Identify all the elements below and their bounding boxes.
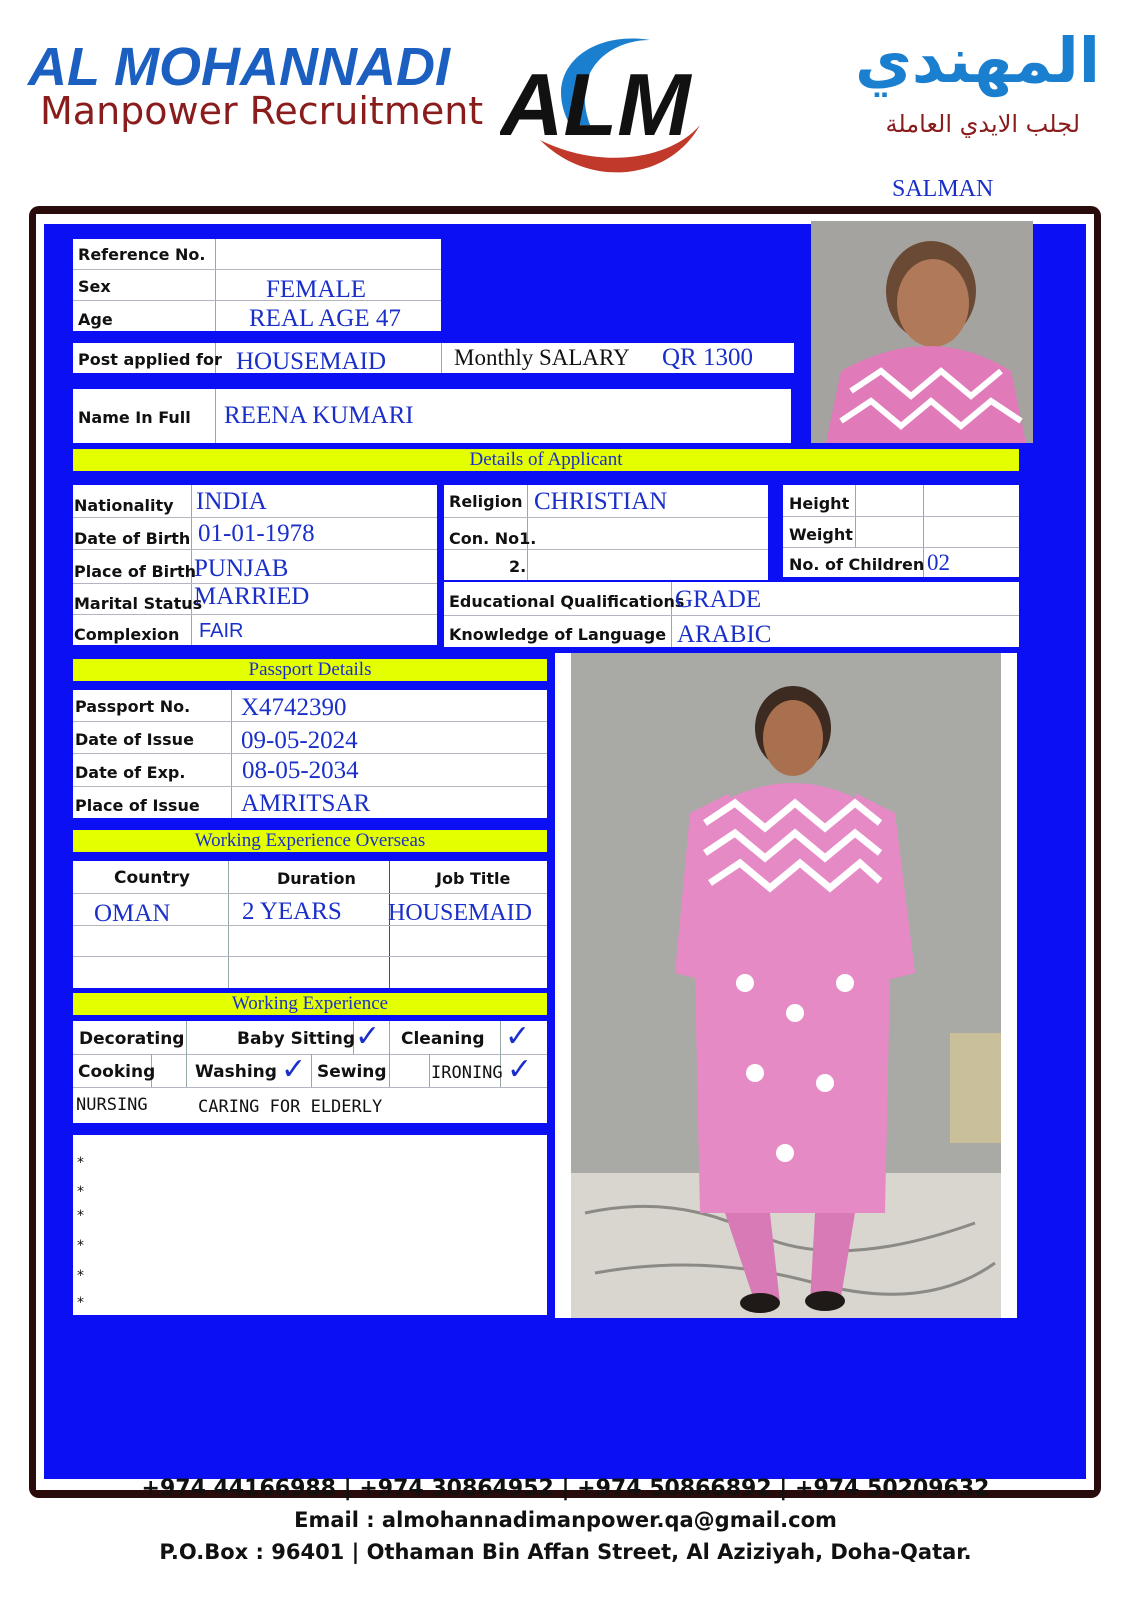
divider bbox=[783, 547, 1019, 548]
language-label: Knowledge of Language bbox=[449, 625, 667, 644]
marital-label: Marital Status bbox=[74, 594, 203, 613]
divider bbox=[215, 389, 216, 443]
full-body-photo-frame bbox=[555, 653, 1017, 1318]
ironing-check-icon: ✓ bbox=[507, 1052, 533, 1087]
nationality-label: Nationality bbox=[74, 496, 174, 515]
portrait-illustration bbox=[811, 221, 1033, 443]
skill-cooking: Cooking bbox=[78, 1062, 156, 1082]
skill-caring-elderly: CARING FOR ELDERLY bbox=[198, 1097, 383, 1117]
con2-label: 2. bbox=[509, 557, 527, 576]
divider bbox=[73, 786, 547, 787]
notes-box bbox=[73, 1135, 547, 1315]
education-label: Educational Qualifications bbox=[449, 592, 685, 611]
exp-date-value: 08-05-2034 bbox=[242, 757, 359, 784]
divider bbox=[73, 614, 437, 615]
divider bbox=[429, 1054, 430, 1087]
skill-nursing: NURSING bbox=[76, 1095, 148, 1115]
note-bullet: * bbox=[77, 1155, 84, 1171]
education-value: GRADE bbox=[675, 586, 762, 613]
complexion-label: Complexion bbox=[74, 625, 180, 644]
logo-text: ALM bbox=[500, 55, 691, 154]
divider bbox=[783, 516, 1019, 517]
age-label: Age bbox=[78, 310, 113, 329]
name-label: Name In Full bbox=[78, 408, 191, 427]
baby-sitting-check-icon: ✓ bbox=[355, 1019, 381, 1054]
overseas-title: Working Experience Overseas bbox=[73, 830, 547, 852]
divider bbox=[441, 343, 442, 373]
col-duration: Duration bbox=[277, 869, 356, 888]
salary-value: QR 1300 bbox=[662, 344, 753, 371]
footer-phones: +974 44166988 | +974 30864952 | +974 50866892 | +974 50209632 bbox=[141, 1476, 990, 1501]
divider bbox=[444, 517, 768, 518]
washing-check-icon: ✓ bbox=[281, 1052, 307, 1087]
note-bullet: * bbox=[77, 1184, 84, 1200]
dob-value: 01-01-1978 bbox=[198, 520, 315, 547]
experience-title: Working Experience bbox=[73, 993, 547, 1015]
exp-date-label: Date of Exp. bbox=[75, 763, 186, 782]
pob-value: PUNJAB bbox=[194, 555, 289, 582]
divider bbox=[186, 1021, 187, 1087]
passport-no-label: Passport No. bbox=[75, 697, 191, 716]
religion-value: CHRISTIAN bbox=[534, 488, 668, 515]
children-value: 02 bbox=[927, 550, 950, 575]
divider bbox=[444, 615, 1019, 616]
divider bbox=[73, 549, 437, 550]
row1-country: OMAN bbox=[94, 900, 171, 927]
post-value: HOUSEMAID bbox=[236, 348, 386, 375]
skill-washing: Washing bbox=[195, 1062, 277, 1082]
brand-name-arabic: المهندي bbox=[855, 24, 1100, 97]
brand-subtitle: Manpower Recruitment bbox=[40, 89, 484, 133]
portrait-photo bbox=[811, 221, 1033, 443]
divider bbox=[73, 893, 547, 894]
divider bbox=[73, 300, 441, 301]
skill-ironing: IRONING bbox=[431, 1063, 503, 1083]
sex-label: Sex bbox=[78, 277, 111, 296]
skill-decorating: Decorating bbox=[79, 1029, 185, 1049]
nationality-value: INDIA bbox=[196, 488, 267, 515]
footer-address: P.O.Box : 96401 | Othaman Bin Affan Street, Al Aziziyah, Doha-Qatar. bbox=[159, 1540, 972, 1564]
brand-name: AL MOHANNADI bbox=[28, 37, 450, 97]
divider bbox=[231, 690, 232, 818]
divider bbox=[73, 1087, 547, 1088]
issue-date-label: Date of Issue bbox=[75, 730, 194, 749]
divider bbox=[215, 239, 216, 331]
pob-label: Place of Birth bbox=[74, 562, 197, 581]
ref-label: Reference No. bbox=[78, 245, 206, 264]
religion-label: Religion bbox=[449, 492, 523, 511]
marital-value: MARRIED bbox=[194, 583, 310, 610]
cleaning-check-icon: ✓ bbox=[505, 1019, 531, 1054]
note-bullet: * bbox=[77, 1268, 84, 1284]
con1-label: Con. No1. bbox=[449, 529, 537, 548]
skill-cleaning: Cleaning bbox=[401, 1029, 485, 1049]
brand-subtitle-arabic: لجلب الايدي العاملة bbox=[885, 110, 1080, 138]
agent-name: SALMAN bbox=[892, 176, 994, 202]
issue-place-label: Place of Issue bbox=[75, 796, 200, 815]
skill-baby-sitting: Baby Sitting bbox=[237, 1029, 356, 1049]
details-title: Details of Applicant bbox=[73, 449, 1019, 471]
sex-value: FEMALE bbox=[266, 276, 366, 303]
post-label: Post applied for bbox=[78, 350, 222, 369]
row1-duration: 2 YEARS bbox=[242, 898, 342, 925]
alm-logo bbox=[500, 30, 730, 180]
salary-label: Monthly SALARY bbox=[454, 345, 630, 370]
divider bbox=[73, 269, 441, 270]
divider bbox=[444, 549, 768, 550]
passport-title: Passport Details bbox=[73, 659, 547, 681]
complexion-value: FAIR bbox=[199, 620, 244, 642]
footer-email: Email : almohannadimanpower.qa@gmail.com bbox=[294, 1508, 837, 1532]
note-bullet: * bbox=[77, 1238, 84, 1254]
passport-no-value: X4742390 bbox=[241, 694, 347, 721]
row1-job: HOUSEMAID bbox=[388, 900, 532, 926]
weight-label: Weight bbox=[789, 525, 853, 544]
dob-label: Date of Birth bbox=[74, 529, 191, 548]
issue-date-value: 09-05-2024 bbox=[241, 727, 358, 754]
language-value: ARABIC bbox=[677, 621, 772, 648]
col-job-title: Job Title bbox=[436, 869, 511, 888]
height-label: Height bbox=[789, 494, 850, 513]
issue-place-value: AMRITSAR bbox=[241, 790, 371, 817]
divider bbox=[73, 1054, 547, 1055]
children-label: No. of Children bbox=[789, 555, 925, 574]
divider bbox=[311, 1054, 312, 1087]
name-value: REENA KUMARI bbox=[224, 402, 414, 429]
full-body-photo bbox=[555, 653, 1017, 1318]
divider bbox=[73, 517, 437, 518]
note-bullet: * bbox=[77, 1208, 84, 1224]
age-value: REAL AGE 47 bbox=[249, 305, 401, 332]
divider bbox=[389, 1021, 390, 1087]
skill-sewing: Sewing bbox=[317, 1062, 387, 1082]
col-country: Country bbox=[114, 868, 190, 888]
divider bbox=[73, 956, 547, 957]
note-bullet: * bbox=[77, 1295, 84, 1311]
